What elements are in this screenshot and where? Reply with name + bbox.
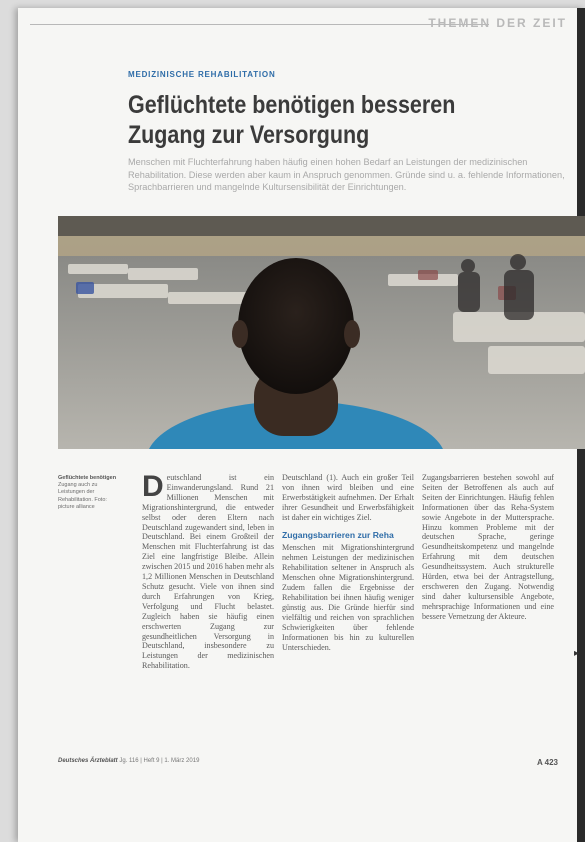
section-rubric: [18, 16, 585, 30]
column-1-text: eutschland ist ein Einwanderungsland. Rund 21 Millionen Menschen mit Migrationshintergrund, die entweder selbst oder deren Eltern nach Deutschland zugewandert sind, leben in Deutschland. Bei einem Großteil der Menschen mit Fluchterfahrung ist das Ziel eine langfristige Bleibe. Allein zwischen 2015 und 2016 haben mehr als 1,2 Millionen Menschen in Deutschland Schutz gesucht. Viele von ihnen sind durch Erfahrungen von Krieg, Verfolgung und Flucht belastet. Zugleich haben sie häufig einen erschwerten Zugang zur gesundheitlichen Versorgung in Deutschland, insbesondere zu Leistungen der medizinischen Rehabilitation.: [142, 473, 274, 671]
article-deck: Menschen mit Fluchterfahrung haben häufig einen hohen Bedarf an Leistungen der medizinischen Rehabilitation. Diese werden aber kaum in Anspruch genommen. Gründe sind u. a. fehlende Informationen, Sprachbarrieren und mangelnde Kultursensibilität der Einrichtungen.: [128, 157, 565, 193]
caption-heading: Geflüchtete benötigen: [58, 475, 117, 481]
caption-body: Zugang auch zu Leistungen der Rehabilitation. Foto: picture alliance: [58, 482, 107, 510]
section-subheading: Zugangsbarrieren zur Reha: [282, 529, 394, 540]
intro-paragraph: [142, 470, 274, 671]
article-kicker: MEDIZINISCHE REHABILITATION: [128, 70, 276, 79]
column-2b-text: Menschen mit Migrationshintergrund nehmen Leistungen der medizinischen Rehabilitation seltener in Anspruch als Menschen ohne Migrationshintergrund. Zudem fallen die Ergebnisse der Rehabilitation bei ihnen häufig weniger günstig aus. Die Gründe hierfür sind vielfältig und reichen von sprachlichen Schwierigkeiten über fehlende Informationen bis hin zu kulturellen Unterschieden.: [282, 543, 414, 652]
body-column-1: [142, 470, 274, 671]
article-headline: Geflüchtete benötigen besseren Zugang zur Versorgung: [128, 91, 456, 149]
photo-caption: [58, 475, 120, 511]
body-column-2: [282, 473, 414, 652]
column-2-text: Deutschland (1). Auch ein großer Teil von ihnen wird bleiben und eine Erwerbstätigkeit aufnehmen. Der Erhalt ihrer Gesundheit und Erwerbsfähigkeit ist daher ein wichtiges Ziel.: [282, 473, 414, 522]
magazine-page: [18, 8, 585, 842]
body-column-3: [422, 473, 554, 622]
journal-name: Deutsches Ärzteblatt: [58, 758, 118, 764]
column-end-mark: ▸: [574, 648, 580, 659]
page-footer: [58, 758, 558, 770]
drop-cap: D: [142, 470, 164, 503]
photo-illustration: [58, 216, 585, 449]
rubric-rule: [30, 24, 489, 25]
page-number: A 423: [536, 758, 558, 767]
column-3-text: Zugangsbarrieren bestehen sowohl auf Seiten der Betroffenen als auch auf Seiten der Einrichtungen. Häufig fehlen Informationen über das Reha-System sowie Angebote in der Muttersprache. Hinzu kommen Probleme mit der deutschen Sprache, geringe Gesundheitskompetenz und mangelnde Erfahrung mit dem deutschen Gesundheitssystem. Auch strukturelle Hürden, etwa bei der Antragstellung, erschweren den Zugang. Notwendig sind daher kultursensible Angebote, mehrsprachige Informationen und eine bessere Vernetzung der Akteure.: [422, 473, 554, 621]
section-label: THEMEN DER ZEIT: [428, 16, 567, 30]
article-photo: [58, 216, 585, 449]
issue-info: Jg. 116 | Heft 9 | 1. März 2019: [119, 758, 200, 764]
